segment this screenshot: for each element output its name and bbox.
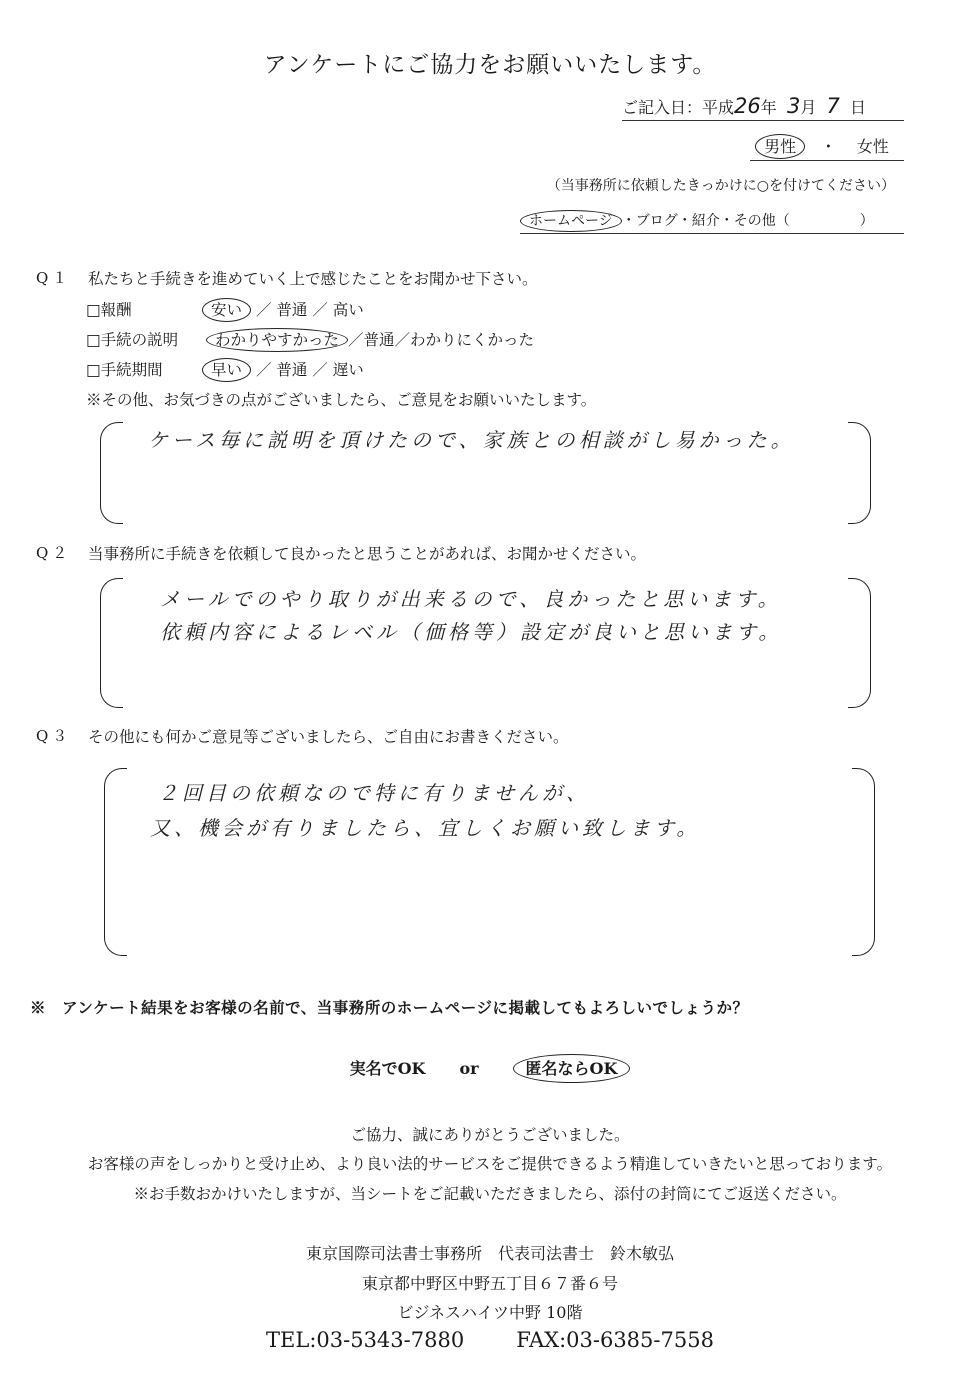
q1-explain-option-clear[interactable]: わかりやすかった [206, 328, 348, 352]
publish-permission-options [0, 1056, 980, 1079]
date-field[interactable] [622, 94, 904, 121]
q2-answer-line-2[interactable]: 依頼内容によるレベル（価格等）設定が良いと思います。 [160, 620, 783, 644]
publish-permission-question: ※ アンケート結果をお客様の名前で、当事務所のホームページに掲載してもよろしいでしょうか？ [30, 998, 749, 1017]
q1-explain-label: □手続の説明 [86, 331, 179, 349]
trigger-option-others[interactable]: ・ブログ・紹介・その他（ ） [621, 213, 874, 229]
q1-fee-label: □報酬 [86, 301, 132, 319]
q3-answer-bracket-right [852, 768, 875, 956]
date-month-unit: 月 [800, 98, 817, 117]
q3-answer-bracket-left [104, 768, 127, 956]
q1-explain-options-rest[interactable]: ／普通／わかりにくかった [348, 331, 535, 349]
date-day-unit: 日 [850, 98, 867, 117]
office-contact [0, 1328, 980, 1352]
option-or: or [459, 1059, 479, 1078]
q1-period-label: □手続期間 [86, 361, 163, 379]
option-anonymous-ok[interactable]: 匿名ならOK [513, 1054, 631, 1083]
q3-label: Q３ [36, 727, 72, 745]
office-address-2: ビジネスハイツ中野 10階 [397, 1303, 583, 1322]
date-year-unit: 年 [760, 98, 777, 117]
q1-period-options-rest[interactable]: ／ 普通 ／ 遅い [255, 361, 364, 379]
trigger-note: （当事務所に依頼したきっかけに○を付けてください） [546, 178, 895, 194]
date-year: 26 [734, 94, 761, 118]
q1-fee-options-rest[interactable]: ／ 普通 ／ 高い [255, 301, 364, 319]
q3-answer-line-2[interactable]: 又、機会が有りましたら、宜しくお願い致します。 [150, 816, 701, 840]
date-label: ご記入日：平成 [622, 98, 735, 117]
option-real-name-ok[interactable]: 実名でOK [349, 1059, 426, 1078]
q2-answer-line-1[interactable]: メールでのやり取りが出来るので、良かったと思います。 [160, 587, 782, 611]
gender-option-male[interactable]: 男性 [755, 134, 805, 159]
q1-answer-bracket-right [848, 422, 871, 524]
q1-answer-bracket-left [100, 422, 123, 524]
q1-question: 私たちと手続きを進めていく上で感じたことをお聞かせ下さい。 [88, 270, 538, 288]
closing-message: お客様の声をしっかりと受け止め、より良い法的サービスをご提供できるよう精進していきたいと思っております。 [87, 1155, 893, 1173]
office-address-1: 東京都中野区中野五丁目６７番６号 [361, 1274, 618, 1293]
gender-separator: ・ [820, 137, 837, 156]
page-title: アンケートにご協力をお願いいたします。 [263, 52, 717, 78]
q1-fee-row [86, 298, 364, 320]
trigger-option-homepage[interactable]: ホームページ [520, 210, 622, 232]
q3-question: その他にも何かご意見等ございましたら、ご自由にお書きください。 [88, 728, 569, 746]
office-fax: FAX:03-6385-7558 [516, 1328, 714, 1352]
trigger-options [520, 210, 904, 234]
q2-label: Q２ [36, 544, 72, 562]
office-name: 東京国際司法書士事務所 代表司法書士 鈴木敏弘 [305, 1244, 674, 1263]
closing-thanks: ご協力、誠にありがとうございました。 [350, 1126, 630, 1144]
office-tel: TEL:03-5343-7880 [266, 1328, 465, 1352]
q1-period-row [86, 358, 364, 380]
q2-question: 当事務所に手続きを依頼して良かったと思うことがあれば、お聞かせください。 [88, 545, 647, 563]
gender-field [750, 134, 904, 161]
q1-period-option-fast[interactable]: 早い [202, 358, 251, 382]
q1-other-prompt: ※その他、お気づきの点がございましたら、ご意見をお願いいたします。 [86, 391, 597, 409]
gender-option-female[interactable]: 女性 [856, 137, 889, 156]
q1-fee-option-cheap[interactable]: 安い [202, 298, 251, 322]
q1-explain-row [86, 328, 534, 350]
q2-answer-bracket-left [100, 578, 123, 708]
date-day: 7 [826, 94, 840, 118]
q2-answer-bracket-right [848, 578, 871, 708]
q1-label: Q１ [36, 269, 72, 287]
date-month: 3 [786, 94, 801, 118]
q1-answer[interactable]: ケース毎に説明を頂けたので、家族との相談がし易かった。 [148, 428, 795, 452]
q3-answer-line-1[interactable]: ２回目の依頼なので特に有りませんが、 [158, 781, 590, 805]
closing-return-note: ※お手数おかけいたしますが、当シートをご記載いただきましたら、添付の封筒にてご返送ください。 [133, 1185, 847, 1203]
